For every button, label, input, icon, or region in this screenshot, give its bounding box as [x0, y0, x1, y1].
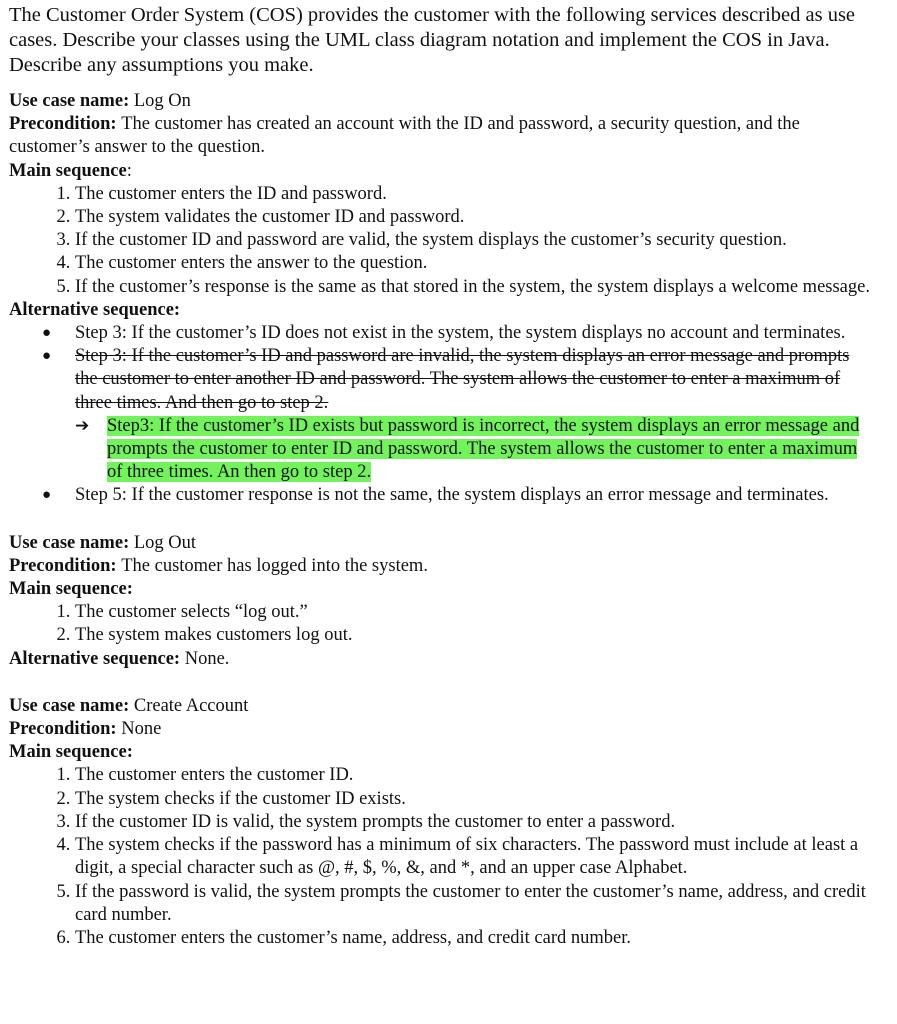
- highlighted-revision: [75, 415, 871, 485]
- list-item: 5. If the password is valid, the system prompts the customer to enter the customer’s name, address, and credit card number.: [75, 881, 871, 927]
- use-case-name-value: Log Out: [133, 532, 197, 553]
- use-case-create-account: [9, 695, 871, 950]
- intro-paragraph: The Customer Order System (COS) provides the customer with the following services described as use cases. Describe your classes using the UML class diagram notation and implement the COS in Java. Describe any assumptions you make.: [9, 4, 856, 76]
- list-item: 3. If the customer ID is valid, the system prompts the customer to enter a password.: [75, 811, 871, 834]
- highlighted-text: Step3: If the customer’s ID exists but password is incorrect, the system displays an error message and prompts the customer to enter ID and password. The system allows the customer to enter a maximum of three times. An then go to step 2.: [107, 415, 860, 483]
- use-case-log-out: [9, 532, 871, 671]
- precondition-label: Precondition: [9, 114, 111, 135]
- precondition-value: None: [121, 719, 162, 740]
- list-item: 5. If the customer’s response is the same as that stored in the system, the system displays a welcome message.: [75, 276, 871, 299]
- struck-list-item: [42, 345, 871, 415]
- precondition-value: The customer has created an account with the ID and password, a security question, and the customer’s answer to the question.: [9, 114, 800, 158]
- precondition-line: Precondition: The customer has created an account with the ID and password, a security question, and the customer’s answer to the question.: [9, 114, 800, 158]
- main-sequence-heading: Main sequence:: [9, 579, 133, 600]
- use-case-name-line: Use case name: Log On: [9, 91, 191, 111]
- list-item: 1. The customer enters the ID and password.: [75, 183, 871, 206]
- list-item: 3. If the customer ID and password are valid, the system displays the customer’s security question.: [75, 229, 871, 252]
- list-item: 6. The customer enters the customer’s name, address, and credit card number.: [75, 927, 871, 950]
- main-sequence-heading: Main sequence:: [9, 160, 132, 181]
- alternative-value: None.: [184, 648, 230, 669]
- list-item: 2. The system makes customers log out.: [75, 624, 871, 647]
- main-sequence-list: [9, 764, 871, 950]
- list-item: ● Step 5: If the customer response is not the same, the system displays an error message and terminates.: [75, 484, 871, 507]
- struck-text: Step 3: If the customer’s ID and password are invalid, the system displays an error message and prompts the customer to enter another ID and password. The system allows the customer to enter a maximum of three times. And then go to step 2.: [75, 346, 850, 413]
- use-case-name-label: Use case name: [9, 91, 124, 111]
- list-item: 4. The system checks if the password has a minimum of six characters. The password must include at least a digit, a special character such as @, #, $, %, &, and *, and an upper case Alphabet.: [75, 834, 871, 880]
- list-item: 2. The system checks if the customer ID exists.: [75, 788, 871, 811]
- alternative-sequence-line: Alternative sequence: None.: [9, 648, 230, 669]
- list-item: 1. The customer enters the customer ID.: [75, 764, 871, 787]
- use-case-name-value: Log On: [133, 91, 191, 111]
- arrow-right-icon: ➔: [75, 415, 90, 436]
- precondition-line: Precondition: None: [9, 719, 162, 740]
- list-item: ● Step 3: If the customer’s ID does not exist in the system, the system displays no account and terminates.: [75, 322, 871, 345]
- precondition-value: The customer has logged into the system.: [121, 555, 428, 576]
- alternative-sequence-list: [9, 322, 871, 415]
- alternative-sequence-list-continued: [9, 484, 871, 507]
- document-page: [9, 3, 871, 950]
- bullet-icon: ●: [42, 325, 52, 342]
- list-item: 4. The customer enters the answer to the question.: [75, 252, 871, 275]
- use-case-name-line: Use case name: Create Account: [9, 695, 249, 716]
- list-item: 2. The system validates the customer ID and password.: [75, 206, 871, 229]
- use-case-name-line: Use case name: Log Out: [9, 532, 197, 553]
- main-sequence-heading: Main sequence:: [9, 742, 133, 763]
- alternative-sequence-heading: Alternative sequence:: [9, 299, 181, 320]
- main-sequence-list: [9, 183, 871, 299]
- main-sequence-list: [9, 601, 871, 647]
- list-item: 1. The customer selects “log out.”: [75, 601, 871, 624]
- use-case-name-value: Create Account: [133, 695, 249, 716]
- bullet-icon: ●: [42, 348, 52, 365]
- bullet-icon: ●: [42, 487, 52, 504]
- precondition-line: Precondition: The customer has logged into the system.: [9, 555, 428, 576]
- use-case-log-on: [9, 90, 871, 508]
